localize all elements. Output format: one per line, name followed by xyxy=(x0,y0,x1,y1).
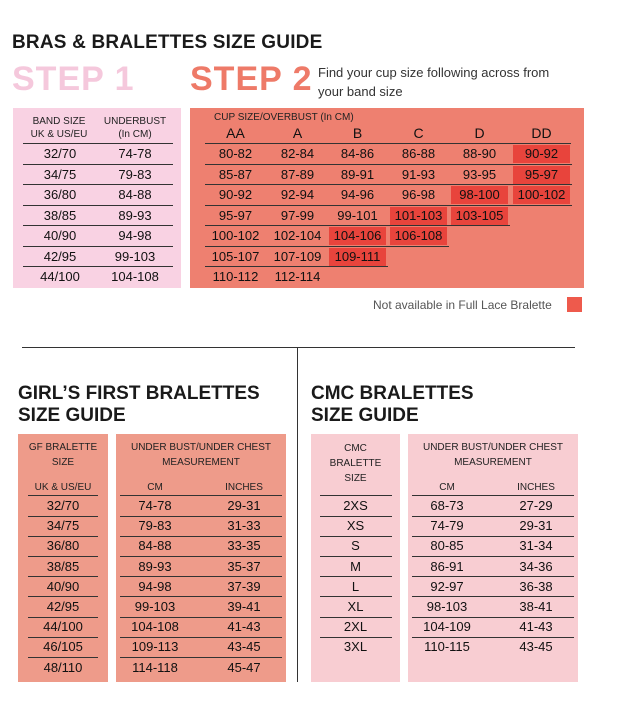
band-size-header xyxy=(20,115,98,141)
cmc-size-header xyxy=(311,441,400,486)
row-divider xyxy=(23,225,173,226)
cup-cell: 88-90 xyxy=(462,146,497,161)
cup-cell: 95-97 xyxy=(218,207,253,223)
cup-cell: 82-84 xyxy=(280,146,315,161)
cup-cell-not-available: 101-103 xyxy=(390,207,447,225)
band-size-cell: 40/90 xyxy=(43,228,77,243)
cmc-size-header-line2: BRALETTE xyxy=(329,458,382,469)
cup-cell: 94-96 xyxy=(340,187,375,202)
band-size-cell: 38/85 xyxy=(43,207,77,223)
cup-cell: 91-93 xyxy=(401,166,436,182)
section-divider-horizontal xyxy=(22,347,575,348)
underbust-cell: 99-103 xyxy=(114,248,156,264)
cup-size-header: CUP SIZE/OVERBUST (In CM) xyxy=(214,112,354,123)
row-divider xyxy=(23,184,173,185)
row-divider xyxy=(205,164,572,165)
cmc-cm-cell: 86-91 xyxy=(430,558,464,574)
band-size-cell: 44/100 xyxy=(40,269,80,284)
girls-cm-cell: 89-93 xyxy=(138,558,172,574)
girls-inches-cell: 43-45 xyxy=(227,639,261,655)
cup-cell: 80-82 xyxy=(218,146,253,161)
cmc-size-cell: 2XL xyxy=(343,619,368,635)
cup-cell: 112-114 xyxy=(274,269,321,284)
cmc-cm-cell: 110-115 xyxy=(424,639,470,655)
cup-cell: 85-87 xyxy=(218,166,253,182)
cmc-inches-cell: 41-43 xyxy=(519,619,553,635)
cmc-sub-divider-b xyxy=(412,495,574,496)
cup-header-divider xyxy=(205,143,571,144)
cmc-cm-cell: 68-73 xyxy=(430,498,464,513)
cup-letter-header: B xyxy=(352,125,363,141)
step-1-heading: STEP 1 xyxy=(12,60,135,98)
girls-size-cell: 44/100 xyxy=(43,619,83,635)
underbust-cell: 89-93 xyxy=(118,207,152,223)
cup-cell-not-available: 103-105 xyxy=(451,207,508,225)
header-divider xyxy=(23,143,173,144)
girls-size-cell: 36/80 xyxy=(46,538,80,554)
cmc-cm-cell: 98-103 xyxy=(426,599,468,614)
cup-letter-header: D xyxy=(474,125,485,141)
row-divider xyxy=(205,205,572,206)
cmc-size-header-line1: CMC xyxy=(344,443,367,454)
band-size-header-line2: UK & US/EU xyxy=(30,129,88,140)
girls-size-cell: 46/105 xyxy=(43,639,83,655)
cmc-inches-cell: 29-31 xyxy=(519,518,553,534)
cup-cell: 89-91 xyxy=(340,166,375,182)
band-size-cell: 32/70 xyxy=(43,146,77,161)
cmc-inches-cell: 43-45 xyxy=(519,639,553,655)
step-2-heading: STEP 2 xyxy=(190,60,313,98)
row-divider xyxy=(23,164,173,165)
cup-cell-not-available: 109-111 xyxy=(329,248,386,266)
girls-inches-cell: 33-35 xyxy=(227,538,261,554)
underbust-header-line1: UNDERBUST xyxy=(103,116,167,127)
section-divider-vertical xyxy=(297,348,298,682)
cmc-cm-cell: 92-97 xyxy=(430,578,464,594)
girls-cm-cell: 104-108 xyxy=(131,619,179,635)
cup-cell: 97-99 xyxy=(280,207,315,223)
cup-cell: 105-107 xyxy=(211,248,260,264)
girls-measurement-header xyxy=(116,441,286,469)
cup-letter-header: AA xyxy=(226,125,245,141)
cmc-size-cell: 3XL xyxy=(343,639,368,655)
cmc-size-cell: XL xyxy=(347,599,364,614)
cmc-size-header-line3: SIZE xyxy=(344,473,367,484)
cup-cell: 92-94 xyxy=(280,187,315,202)
cup-letter-header: A xyxy=(292,125,303,141)
band-size-cell: 34/75 xyxy=(43,166,77,182)
cup-cell: 93-95 xyxy=(462,166,497,182)
cmc-measurement-header xyxy=(408,441,578,469)
girls-size-cell: 42/95 xyxy=(46,599,80,614)
girls-inches-subheader: INCHES xyxy=(225,482,263,493)
girls-inches-cell: 37-39 xyxy=(227,578,261,594)
girls-guide-title-line1: GIRL’S FIRST BRALETTES xyxy=(18,383,260,404)
girls-inches-cell: 29-31 xyxy=(227,498,261,513)
cmc-inches-cell: 38-41 xyxy=(519,599,553,614)
girls-inches-cell: 31-33 xyxy=(227,518,261,534)
page-title: BRAS & BRALETTES SIZE GUIDE xyxy=(12,32,323,53)
girls-cm-cell: 99-103 xyxy=(134,599,176,614)
girls-size-cell: 38/85 xyxy=(46,558,80,574)
underbust-cell: 94-98 xyxy=(118,228,152,243)
cmc-guide-title-line1: CMC BRALETTES xyxy=(311,383,474,404)
cup-cell-not-available: 106-108 xyxy=(390,227,447,245)
cmc-measurement-header-line1: UNDER BUST/UNDER CHEST xyxy=(422,442,563,453)
cup-cell: 90-92 xyxy=(218,187,253,202)
cup-cell: 87-89 xyxy=(280,166,315,182)
girls-measurement-header-line2: MEASUREMENT xyxy=(162,457,240,468)
cmc-size-cell: 2XS xyxy=(343,498,368,513)
row-divider xyxy=(23,266,173,267)
cmc-inches-cell: 34-36 xyxy=(519,558,553,574)
cmc-inches-subheader: INCHES xyxy=(517,482,555,493)
step-2-description: Find your cup size following across from your band size xyxy=(318,65,550,99)
cup-cell: 84-86 xyxy=(340,146,375,161)
underbust-cell: 74-78 xyxy=(118,146,152,161)
cmc-cm-cell: 104-109 xyxy=(423,619,471,635)
cup-cell: 107-109 xyxy=(273,248,322,264)
girls-size-header-line2: SIZE xyxy=(51,457,75,468)
cup-cell: 102-104 xyxy=(273,228,322,243)
girls-guide-title xyxy=(18,383,260,427)
cup-cell: 96-98 xyxy=(401,187,436,202)
cmc-size-cell: XS xyxy=(346,518,365,534)
band-size-cell: 36/80 xyxy=(43,187,77,202)
cmc-size-cell: M xyxy=(350,558,361,574)
row-divider xyxy=(205,266,388,267)
girls-inches-cell: 35-37 xyxy=(227,558,261,574)
band-size-header-line1: BAND SIZE xyxy=(32,116,86,127)
legend-text: Not available in Full Lace Bralette xyxy=(373,298,552,312)
cmc-guide-title xyxy=(311,383,474,427)
girls-sub-divider-a xyxy=(28,495,98,496)
cup-cell-not-available: 95-97 xyxy=(513,166,570,184)
cup-letter-header: DD xyxy=(531,125,552,141)
cmc-inches-cell: 31-34 xyxy=(519,538,553,554)
girls-size-header xyxy=(18,441,108,469)
underbust-cell: 84-88 xyxy=(118,187,152,202)
girls-size-header-line1: GF BRALETTE xyxy=(28,442,98,453)
girls-cm-cell: 84-88 xyxy=(138,538,172,554)
cmc-size-cell: S xyxy=(351,538,360,554)
cup-cell: 110-112 xyxy=(212,269,259,284)
cmc-inches-cell: 36-38 xyxy=(519,578,553,594)
row-divider xyxy=(205,225,510,226)
girls-cm-cell: 74-78 xyxy=(138,498,172,513)
girls-size-subheader: UK & US/EU xyxy=(34,482,92,493)
cmc-sub-divider-a xyxy=(320,495,392,496)
girls-cm-cell: 94-98 xyxy=(138,578,172,594)
row-divider xyxy=(205,184,572,185)
cup-letter-header: C xyxy=(413,125,424,141)
girls-inches-cell: 39-41 xyxy=(227,599,261,614)
cup-cell: 86-88 xyxy=(401,146,436,161)
underbust-header-line2: (In CM) xyxy=(118,129,152,140)
band-size-cell: 42/95 xyxy=(43,248,77,264)
legend-swatch xyxy=(567,297,582,312)
girls-size-cell: 32/70 xyxy=(46,498,80,513)
cmc-measurement-header-line2: MEASUREMENT xyxy=(454,457,532,468)
cup-cell-not-available: 104-106 xyxy=(329,227,386,245)
girls-cm-cell: 79-83 xyxy=(138,518,172,534)
underbust-cell: 104-108 xyxy=(111,269,159,284)
girls-size-cell: 40/90 xyxy=(46,578,80,594)
girls-cm-cell: 114-118 xyxy=(132,659,178,675)
girls-guide-title-line2: SIZE GUIDE xyxy=(18,405,126,426)
cup-cell-not-available: 90-92 xyxy=(513,145,570,163)
girls-measurement-header-line1: UNDER BUST/UNDER CHEST xyxy=(130,442,271,453)
cmc-size-cell: L xyxy=(351,578,360,594)
girls-cm-subheader: CM xyxy=(147,482,163,493)
cup-cell: 99-101 xyxy=(337,207,378,223)
cmc-cm-subheader: CM xyxy=(439,482,455,493)
girls-inches-cell: 41-43 xyxy=(227,619,261,635)
girls-inches-cell: 45-47 xyxy=(227,659,261,675)
girls-size-cell: 34/75 xyxy=(46,518,80,534)
cup-cell-not-available: 100-102 xyxy=(513,186,570,204)
cmc-guide-title-line2: SIZE GUIDE xyxy=(311,405,419,426)
underbust-header xyxy=(98,115,172,141)
underbust-cell: 79-83 xyxy=(118,166,152,182)
cmc-cm-cell: 74-79 xyxy=(430,518,464,534)
row-divider xyxy=(23,205,173,206)
girls-size-cell: 48/110 xyxy=(43,659,83,675)
row-divider xyxy=(23,246,173,247)
girls-sub-divider-b xyxy=(120,495,282,496)
cup-cell: 100-102 xyxy=(211,228,260,243)
cup-cell-not-available: 98-100 xyxy=(451,186,508,204)
cmc-cm-cell: 80-85 xyxy=(430,538,464,554)
row-divider xyxy=(205,246,449,247)
girls-cm-cell: 109-113 xyxy=(131,639,179,655)
cmc-inches-cell: 27-29 xyxy=(519,498,553,513)
